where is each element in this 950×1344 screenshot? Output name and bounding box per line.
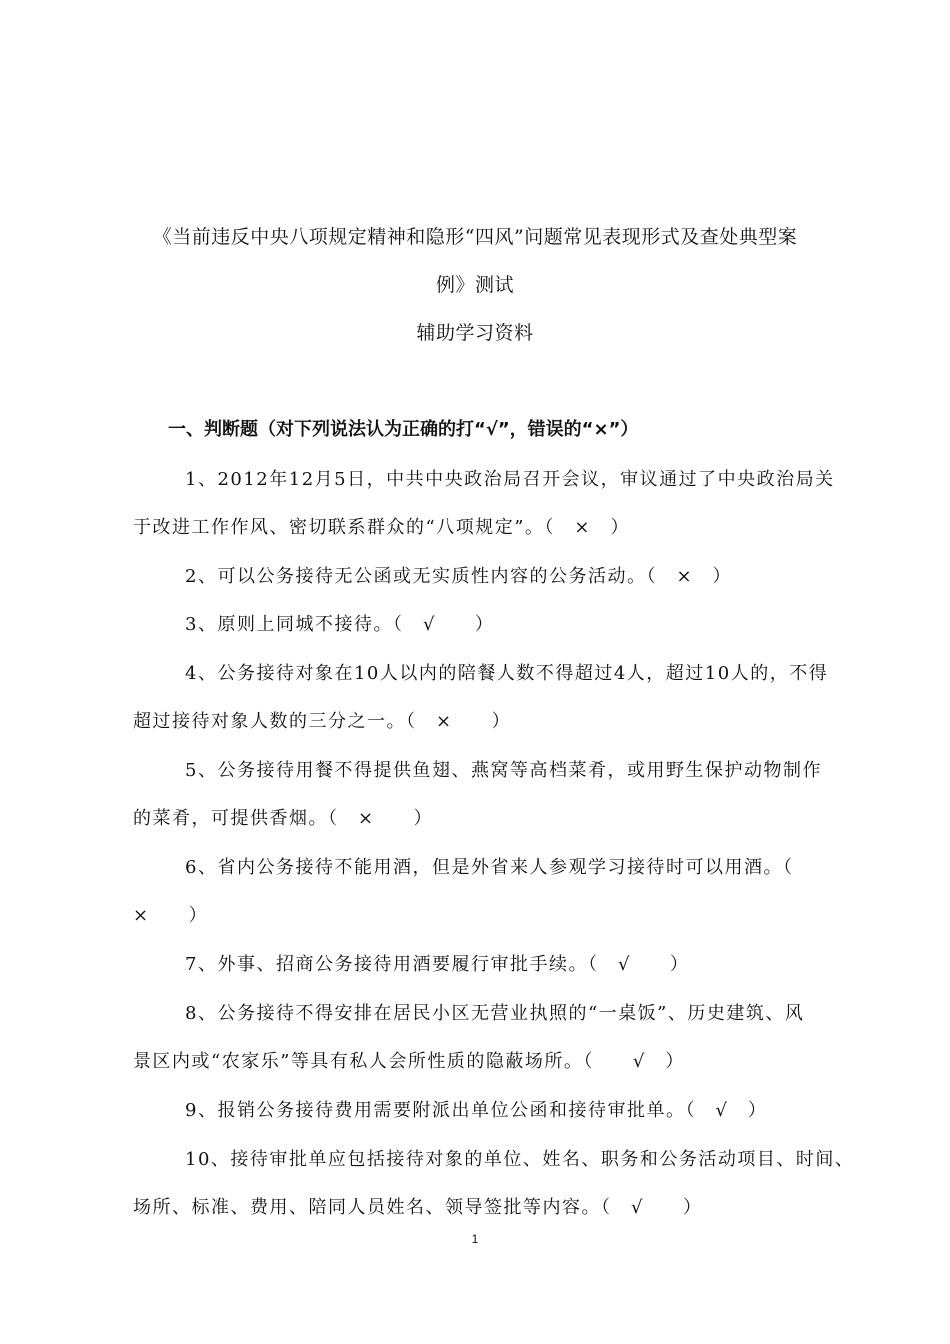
question-1-line-2: 于改进工作作风、密切联系群众的“八项规定”。（ × ）	[133, 517, 630, 538]
document-title-line-1: 《当前违反中央八项规定精神和隐形“四风”问题常见表现形式及查处典型案	[152, 226, 798, 248]
question-6-line-2: × ）	[133, 905, 209, 926]
question-7-line-1: 7、外事、招商公务接待用酒要履行审批手续。（ √ ）	[185, 954, 690, 975]
section-heading: 一、判断题（对下列说法认为正确的打“√”，错误的“×”）	[168, 419, 639, 440]
question-4-line-2: 超过接待对象人数的三分之一。（ × ）	[133, 711, 512, 732]
question-10-line-1: 10、接待审批单应包括接待对象的单位、姓名、职务和公务活动项目、时间、	[185, 1149, 855, 1170]
question-10-line-2: 场所、标准、费用、陪同人员姓名、领导签批等内容。（ √ ）	[133, 1197, 703, 1218]
question-8-line-2: 景区内或“农家乐”等具有私人会所性质的隐蔽场所。（ √ ）	[133, 1051, 685, 1072]
page-number: 1	[471, 1232, 479, 1246]
question-5-line-1: 5、公务接待用餐不得提供鱼翅、燕窝等高档菜肴，或用野生保护动物制作	[185, 760, 822, 781]
question-9-line-1: 9、报销公务接待费用需要附派出单位公函和接待审批单。（ √ ）	[185, 1100, 768, 1121]
question-5-line-2: 的菜肴，可提供香烟。（ × ）	[133, 808, 434, 829]
question-1-line-1: 1、2012年12月5日，中共中央政治局召开会议，审议通过了中央政治局关	[185, 469, 835, 490]
document-subtitle: 辅助学习资料	[416, 322, 534, 344]
question-6-line-1: 6、省内公务接待不能用酒，但是外省来人参观学习接待时可以用酒。（	[185, 857, 794, 878]
question-4-line-1: 4、公务接待对象在10人以内的陪餐人数不得超过4人，超过10人的，不得	[185, 663, 829, 684]
question-8-line-1: 8、公务接待不得安排在居民小区无营业执照的“一桌饭”、历史建筑、风	[185, 1003, 805, 1024]
question-3-line-1: 3、原则上同城不接待。（ √ ）	[185, 614, 495, 635]
question-2-line-1: 2、可以公务接待无公函或无实质性内容的公务活动。（ × ）	[185, 566, 733, 587]
document-title-line-2: 例》测试	[435, 274, 514, 296]
